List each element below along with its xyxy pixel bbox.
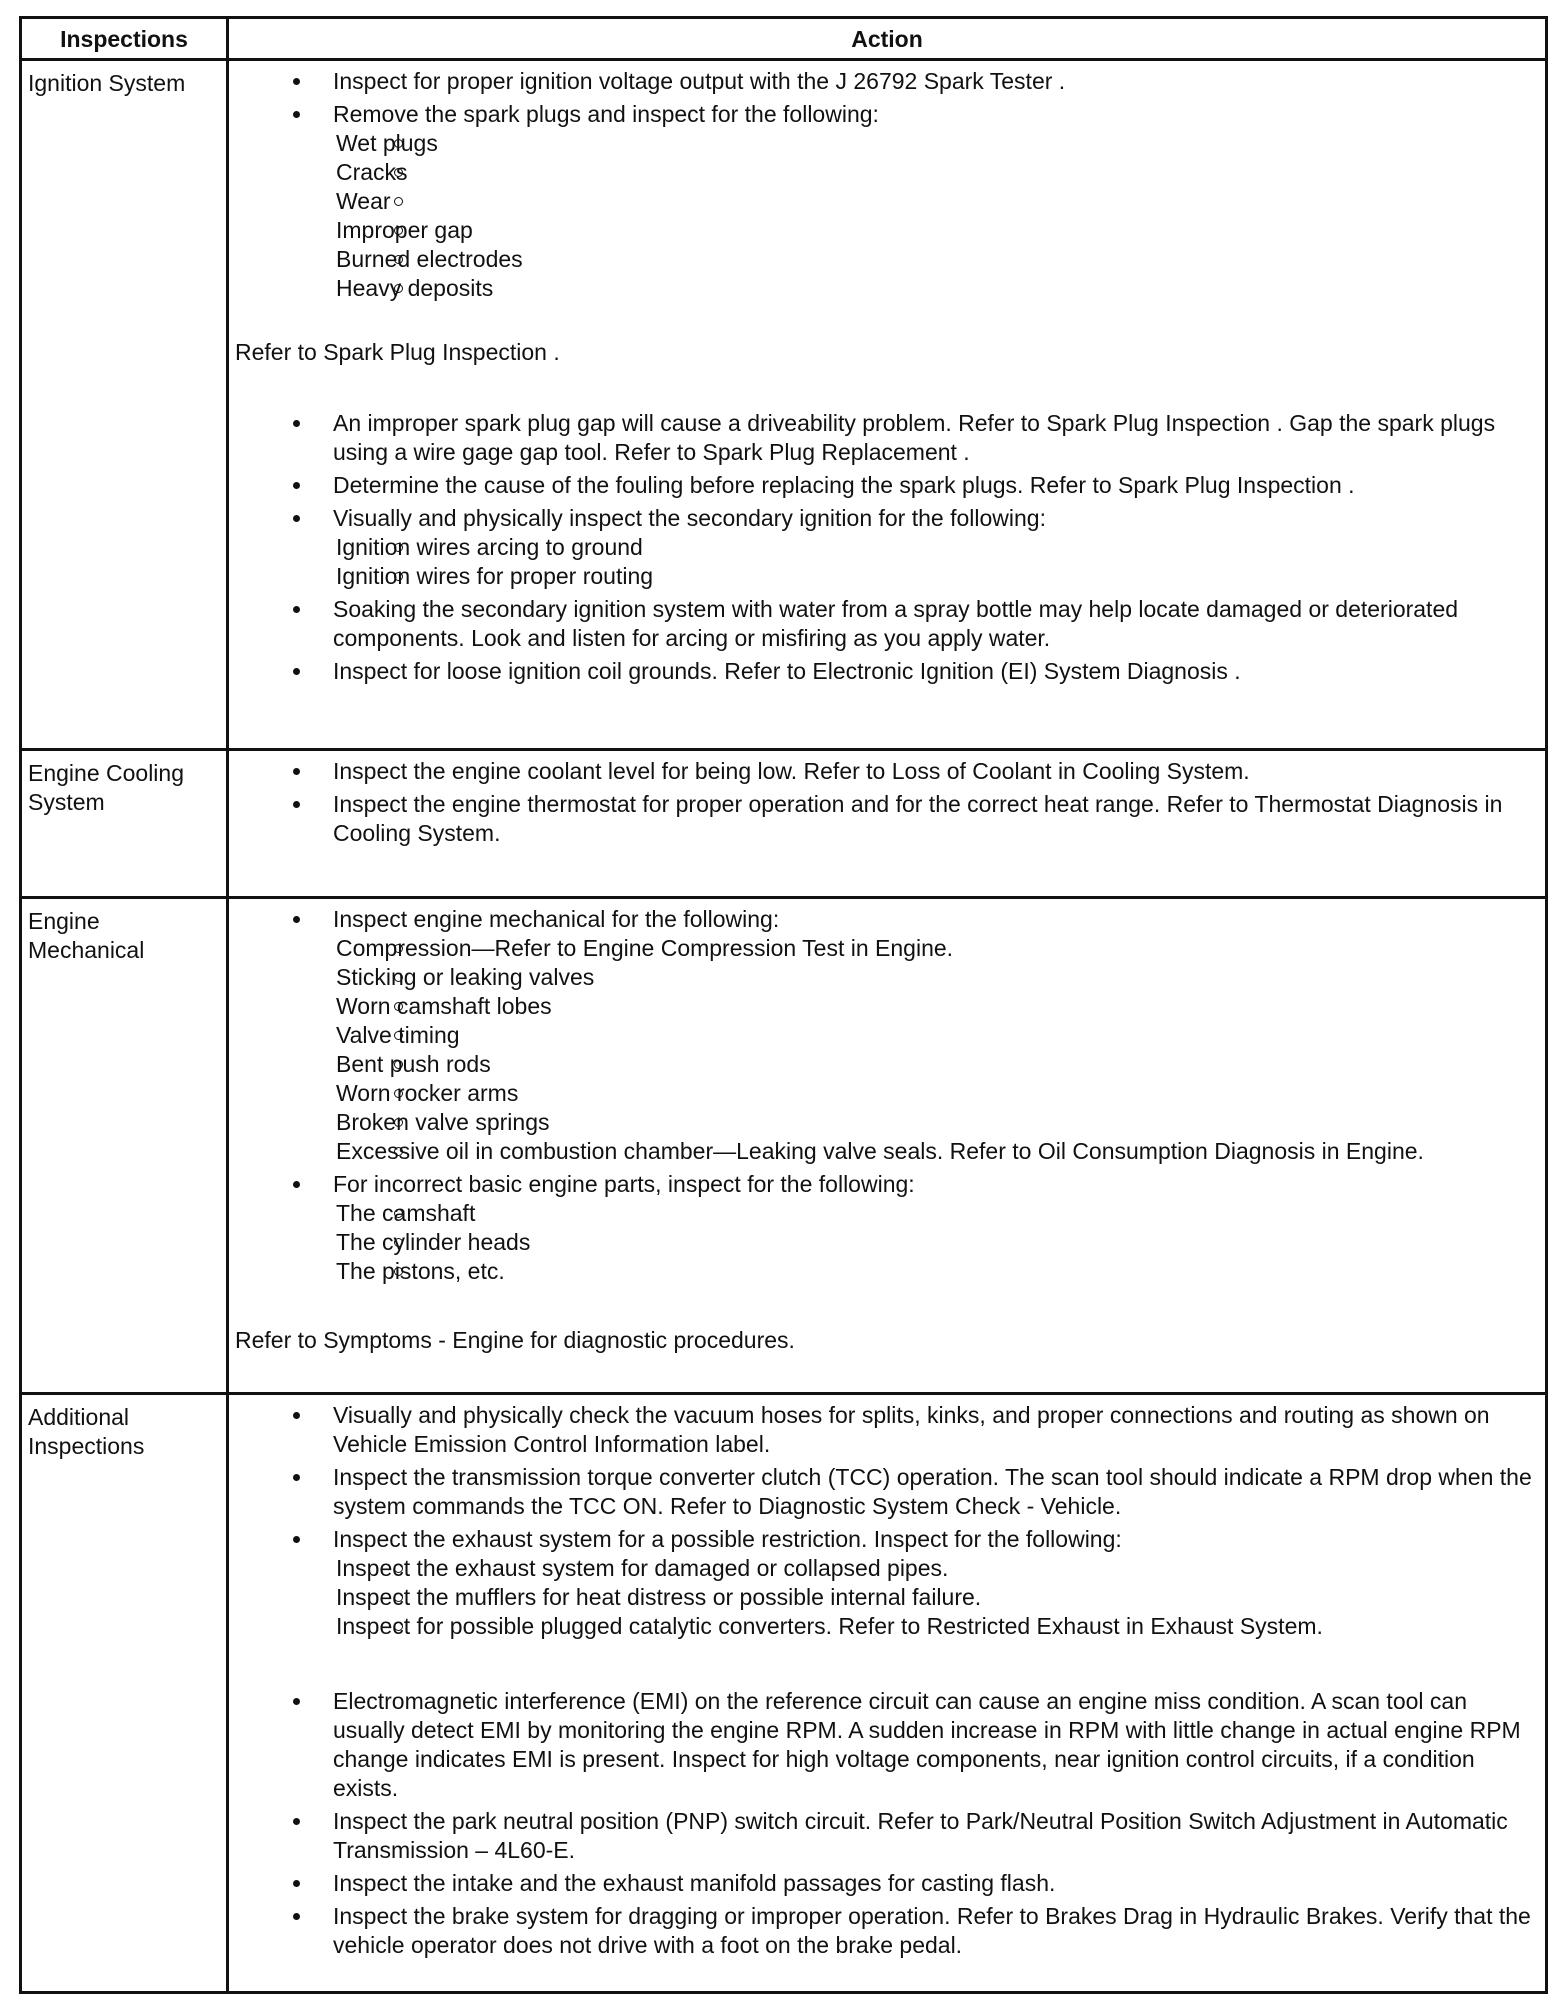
- bullet-item: Inspect the engine coolant level for being low. Refer to Loss of Coolant in Cooling System.: [235, 757, 1535, 786]
- bullet-icon: [293, 1698, 300, 1705]
- bullet-item: Inspect for loose ignition coil grounds. Refer to Electronic Ignition (EI) System Diagnosis .: [235, 657, 1535, 686]
- sub-item: Inspect for possible plugged catalytic converters. Refer to Restricted Exhaust in Exhaust System.: [336, 1613, 1323, 1639]
- bullet-icon: [293, 420, 300, 427]
- bullet-item: Inspect the park neutral position (PNP) switch circuit. Refer to Park/Neutral Position Switch Adjustment in Automatic Transmission – 4L60-E.: [235, 1807, 1535, 1865]
- circle-bullet-icon: [394, 226, 403, 235]
- sub-item: The cylinder heads: [336, 1229, 531, 1255]
- inspection-label: Ignition System: [21, 60, 228, 750]
- bullet-item: Electromagnetic interference (EMI) on the reference circuit can cause an engine miss condition. A scan tool can usually detect EMI by monitoring the engine RPM. A sudden increase in RPM with little change in actual engine RPM change indicates EMI is present. Inspect for high voltage components, near ignition control circuits, if a condition exists.: [235, 1687, 1535, 1803]
- inspection-label: Additional Inspections: [21, 1394, 228, 1993]
- table-header-row: [21, 18, 1547, 60]
- bullet-icon: [293, 768, 300, 775]
- sub-item: Cracks: [336, 159, 408, 185]
- bullet-icon: [293, 1181, 300, 1188]
- table-row: [21, 750, 1547, 898]
- circle-bullet-icon: [394, 1564, 403, 1573]
- bullet-icon: [293, 668, 300, 675]
- header-action: Action: [228, 18, 1547, 60]
- circle-bullet-icon: [394, 572, 403, 581]
- bullet-icon: [293, 515, 300, 522]
- bullet-item: Determine the cause of the fouling before replacing the spark plugs. Refer to Spark Plug Inspection .: [235, 471, 1535, 500]
- circle-bullet-icon: [394, 543, 403, 552]
- refer-text: Refer to Spark Plug Inspection .: [235, 339, 560, 365]
- circle-bullet-icon: [394, 1209, 403, 1218]
- circle-bullet-icon: [394, 1622, 403, 1631]
- bullet-icon: [293, 606, 300, 613]
- sub-item: The camshaft: [336, 1200, 476, 1226]
- circle-bullet-icon: [394, 1267, 403, 1276]
- circle-bullet-icon: [394, 1593, 403, 1602]
- sub-item: Burned electrodes: [336, 246, 523, 272]
- sub-item: Ignition wires arcing to ground: [336, 534, 643, 560]
- inspection-label: Engine Cooling System: [21, 750, 228, 898]
- inspection-label: Engine Mechanical: [21, 898, 228, 1394]
- refer-text: Refer to Symptoms - Engine for diagnostic procedures.: [235, 1327, 795, 1353]
- sub-item: Ignition wires for proper routing: [336, 563, 654, 589]
- circle-bullet-icon: [394, 197, 403, 206]
- sub-item: Compression—Refer to Engine Compression Test in Engine.: [336, 935, 954, 961]
- circle-bullet-icon: [394, 1060, 403, 1069]
- sub-item: Valve timing: [336, 1022, 460, 1048]
- circle-bullet-icon: [394, 1147, 403, 1156]
- bullet-item: Visually and physically inspect the secondary ignition for the following: Ignition wires arcing to ground Ignition wires for proper routing: [235, 504, 1535, 591]
- circle-bullet-icon: [394, 1031, 403, 1040]
- bullet-item: Inspect the engine thermostat for proper operation and for the correct heat range. Refer to Thermostat Diagnosis in Cooling System.: [235, 790, 1535, 848]
- bullet-item: Remove the spark plugs and inspect for the following: Wet plugs Cracks Wear Improper gap Burned electrodes Heavy deposits: [235, 100, 1535, 303]
- bullet-icon: [293, 482, 300, 489]
- circle-bullet-icon: [394, 973, 403, 982]
- sub-item: Excessive oil in combustion chamber—Leaking valve seals. Refer to Oil Consumption Diagnosis in Engine.: [336, 1138, 1424, 1164]
- bullet-item: Inspect the intake and the exhaust manifold passages for casting flash.: [235, 1869, 1535, 1898]
- action-cell: [228, 750, 1547, 898]
- circle-bullet-icon: [394, 1089, 403, 1098]
- circle-bullet-icon: [394, 139, 403, 148]
- bullet-item: Inspect engine mechanical for the following: Compression—Refer to Engine Compression Test in Engine. Sticking or leaking valves Worn camshaft lobes Valve timing Bent push rods Worn rocker arms Broken valve springs Excessive oil in combustion chamber—Leaking valve seals. Refer to Oil Consumption Diagnosis in Engine.: [235, 905, 1535, 1166]
- bullet-icon: [293, 1412, 300, 1419]
- circle-bullet-icon: [394, 944, 403, 953]
- bullet-item: Inspect the exhaust system for a possible restriction. Inspect for the following: Inspect the exhaust system for damaged or collapsed pipes. Inspect the mufflers for heat distress or possible internal failure. Inspect for possible plugged catalytic converters. Refer to Restricted Exhaust in Exhaust System.: [235, 1525, 1535, 1641]
- table-row: [21, 1394, 1547, 1993]
- sub-item: Inspect the mufflers for heat distress or possible internal failure.: [336, 1584, 982, 1610]
- sub-item: Wear: [235, 187, 1437, 216]
- sub-item: The pistons, etc.: [336, 1258, 505, 1284]
- bullet-icon: [293, 1913, 300, 1920]
- bullet-icon: [293, 1818, 300, 1825]
- sub-item: Improper gap: [336, 217, 473, 243]
- bullet-item: Inspect the brake system for dragging or improper operation. Refer to Brakes Drag in Hydraulic Brakes. Verify that the vehicle operator does not drive with a foot on the brake pedal.: [235, 1902, 1535, 1960]
- bullet-item: Visually and physically check the vacuum hoses for splits, kinks, and proper connections and routing as shown on Vehicle Emission Control Information label.: [235, 1401, 1535, 1459]
- bullet-icon: [293, 111, 300, 118]
- circle-bullet-icon: [394, 168, 403, 177]
- bullet-icon: [293, 1474, 300, 1481]
- sub-item: Sticking or leaking valves: [336, 964, 595, 990]
- header-inspections: Inspections: [21, 18, 228, 60]
- sub-item: Heavy deposits: [336, 275, 494, 301]
- action-cell: [228, 898, 1547, 1394]
- sub-item: Broken valve springs: [336, 1109, 550, 1135]
- sub-item: Worn camshaft lobes: [336, 993, 552, 1019]
- circle-bullet-icon: [394, 284, 403, 293]
- bullet-item: Inspect the transmission torque converter clutch (TCC) operation. The scan tool should indicate a RPM drop when the system commands the TCC ON. Refer to Diagnostic System Check - Vehicle.: [235, 1463, 1535, 1521]
- circle-bullet-icon: [394, 1118, 403, 1127]
- sub-item: Worn rocker arms: [336, 1080, 519, 1106]
- action-cell: [228, 1394, 1547, 1993]
- inspection-table: [19, 16, 1548, 1994]
- bullet-item: For incorrect basic engine parts, inspect for the following: The camshaft The cylinder heads The pistons, etc.: [235, 1170, 1535, 1286]
- bullet-icon: [293, 801, 300, 808]
- sub-item: Wet plugs: [336, 130, 438, 156]
- bullet-icon: [293, 1536, 300, 1543]
- sub-item: Inspect the exhaust system for damaged or collapsed pipes.: [336, 1555, 949, 1581]
- bullet-item: Inspect for proper ignition voltage output with the J 26792 Spark Tester .: [235, 67, 1535, 96]
- bullet-item: An improper spark plug gap will cause a driveability problem. Refer to Spark Plug Inspection . Gap the spark plugs using a wire gage gap tool. Refer to Spark Plug Replacement .: [235, 409, 1535, 467]
- bullet-icon: [293, 916, 300, 923]
- table-row: [21, 898, 1547, 1394]
- circle-bullet-icon: [394, 255, 403, 264]
- action-cell: [228, 60, 1547, 750]
- bullet-icon: [293, 78, 300, 85]
- bullet-item: Soaking the secondary ignition system with water from a spray bottle may help locate damaged or deteriorated components. Look and listen for arcing or misfiring as you apply water.: [235, 595, 1535, 653]
- bullet-icon: [293, 1880, 300, 1887]
- sub-item: Bent push rods: [336, 1051, 491, 1077]
- table-row: [21, 60, 1547, 750]
- circle-bullet-icon: [394, 1002, 403, 1011]
- circle-bullet-icon: [394, 1238, 403, 1247]
